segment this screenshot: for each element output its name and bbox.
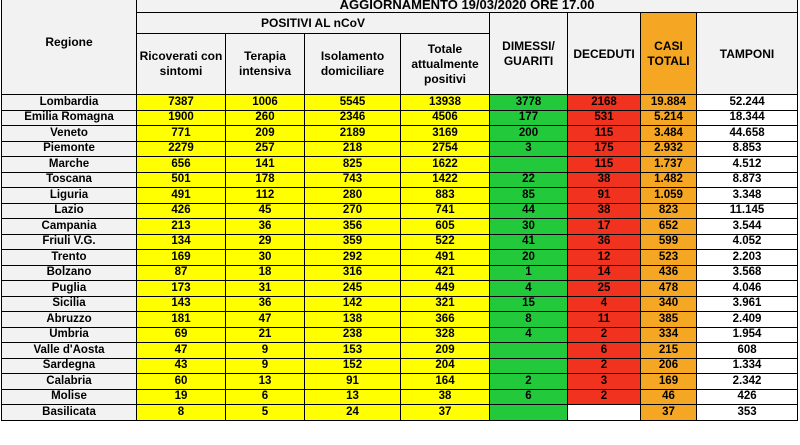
- cell-dimessi: 41: [490, 234, 568, 250]
- table-row: [2, 296, 798, 312]
- cell-deceduti: 531: [568, 110, 641, 126]
- table-row: [2, 343, 798, 359]
- table-row: [2, 312, 798, 328]
- cell-tamponi: 353: [697, 405, 798, 421]
- cell-ricoverati: 7387: [137, 95, 226, 111]
- cell-dimessi: [490, 343, 568, 359]
- cell-ricoverati: 87: [137, 265, 226, 281]
- cell-terapia: 6: [226, 389, 305, 405]
- cell-tamponi: 4.052: [697, 234, 798, 250]
- cell-regione: Marche: [2, 157, 137, 173]
- covid-table: [1, 0, 798, 421]
- cell-isolamento: 238: [305, 327, 401, 343]
- cell-dimessi: 3778: [490, 95, 568, 111]
- cell-ricoverati: 656: [137, 157, 226, 173]
- cell-isolamento: 280: [305, 188, 401, 204]
- cell-terapia: 112: [226, 188, 305, 204]
- cell-tamponi: 2.203: [697, 250, 798, 266]
- cell-totale: 1422: [401, 172, 490, 188]
- cell-terapia: 257: [226, 141, 305, 157]
- cell-ricoverati: 134: [137, 234, 226, 250]
- cell-dimessi: 8: [490, 312, 568, 328]
- cell-tamponi: 18.344: [697, 110, 798, 126]
- cell-isolamento: 316: [305, 265, 401, 281]
- cell-terapia: 30: [226, 250, 305, 266]
- table-body: [2, 95, 798, 421]
- cell-terapia: 13: [226, 374, 305, 390]
- cell-deceduti: 17: [568, 219, 641, 235]
- cell-dimessi: 30: [490, 219, 568, 235]
- table-row: [2, 110, 798, 126]
- cell-regione: Lazio: [2, 203, 137, 219]
- cell-regione: Molise: [2, 389, 137, 405]
- cell-isolamento: 142: [305, 296, 401, 312]
- cell-isolamento: 91: [305, 374, 401, 390]
- table-row: [2, 234, 798, 250]
- cell-regione: Sicilia: [2, 296, 137, 312]
- table-row: [2, 126, 798, 142]
- cell-regione: Liguria: [2, 188, 137, 204]
- cell-isolamento: 356: [305, 219, 401, 235]
- cell-ricoverati: 43: [137, 358, 226, 374]
- cell-deceduti: 4: [568, 296, 641, 312]
- cell-ricoverati: 19: [137, 389, 226, 405]
- cell-deceduti: 38: [568, 203, 641, 219]
- cell-tamponi: 608: [697, 343, 798, 359]
- table-row: [2, 250, 798, 266]
- table-row: [2, 358, 798, 374]
- cell-tamponi: 1.334: [697, 358, 798, 374]
- cell-ricoverati: 491: [137, 188, 226, 204]
- cell-tamponi: 3.544: [697, 219, 798, 235]
- header-dimessi: DIMESSI/ GUARITI: [490, 13, 568, 95]
- cell-terapia: 36: [226, 296, 305, 312]
- cell-casi-totali: 652: [641, 219, 697, 235]
- cell-terapia: 209: [226, 126, 305, 142]
- cell-regione: Campania: [2, 219, 137, 235]
- cell-totale: 4506: [401, 110, 490, 126]
- cell-dimessi: 22: [490, 172, 568, 188]
- cell-terapia: 47: [226, 312, 305, 328]
- cell-casi-totali: 1.059: [641, 188, 697, 204]
- cell-casi-totali: 385: [641, 312, 697, 328]
- table-row: [2, 389, 798, 405]
- cell-isolamento: 5545: [305, 95, 401, 111]
- cell-regione: Bolzano: [2, 265, 137, 281]
- cell-dimessi: [490, 157, 568, 173]
- cell-terapia: 9: [226, 358, 305, 374]
- header-isolamento: Isolamento domiciliare: [305, 34, 401, 95]
- cell-dimessi: [490, 405, 568, 421]
- cell-terapia: 178: [226, 172, 305, 188]
- cell-ricoverati: 181: [137, 312, 226, 328]
- cell-isolamento: 743: [305, 172, 401, 188]
- cell-deceduti: 11: [568, 312, 641, 328]
- cell-totale: 605: [401, 219, 490, 235]
- cell-deceduti: 175: [568, 141, 641, 157]
- cell-totale: 522: [401, 234, 490, 250]
- cell-deceduti: 115: [568, 126, 641, 142]
- cell-casi-totali: 19.884: [641, 95, 697, 111]
- cell-tamponi: 3.961: [697, 296, 798, 312]
- cell-deceduti: [568, 405, 641, 421]
- cell-casi-totali: 478: [641, 281, 697, 297]
- cell-totale: 421: [401, 265, 490, 281]
- cell-ricoverati: 2279: [137, 141, 226, 157]
- cell-terapia: 21: [226, 327, 305, 343]
- cell-ricoverati: 501: [137, 172, 226, 188]
- table-row: [2, 95, 798, 111]
- cell-regione: Valle d'Aosta: [2, 343, 137, 359]
- cell-isolamento: 138: [305, 312, 401, 328]
- cell-isolamento: 825: [305, 157, 401, 173]
- header-totale: Totale attualmente positivi: [401, 34, 490, 95]
- cell-isolamento: 292: [305, 250, 401, 266]
- cell-dimessi: 85: [490, 188, 568, 204]
- cell-terapia: 260: [226, 110, 305, 126]
- cell-deceduti: 91: [568, 188, 641, 204]
- cell-isolamento: 359: [305, 234, 401, 250]
- cell-deceduti: 14: [568, 265, 641, 281]
- cell-casi-totali: 436: [641, 265, 697, 281]
- cell-casi-totali: 5.214: [641, 110, 697, 126]
- cell-dimessi: 2: [490, 374, 568, 390]
- cell-ricoverati: 213: [137, 219, 226, 235]
- table-row: [2, 265, 798, 281]
- cell-deceduti: 115: [568, 157, 641, 173]
- cell-tamponi: 52.244: [697, 95, 798, 111]
- header-terapia: Terapia intensiva: [226, 34, 305, 95]
- header-deceduti: DECEDUTI: [568, 13, 641, 95]
- cell-tamponi: 8.873: [697, 172, 798, 188]
- cell-isolamento: 218: [305, 141, 401, 157]
- cell-regione: Toscana: [2, 172, 137, 188]
- cell-isolamento: 245: [305, 281, 401, 297]
- cell-totale: 37: [401, 405, 490, 421]
- cell-ricoverati: 69: [137, 327, 226, 343]
- cell-terapia: 31: [226, 281, 305, 297]
- cell-totale: 38: [401, 389, 490, 405]
- cell-isolamento: 24: [305, 405, 401, 421]
- cell-terapia: 141: [226, 157, 305, 173]
- cell-ricoverati: 143: [137, 296, 226, 312]
- cell-dimessi: [490, 358, 568, 374]
- cell-deceduti: 2168: [568, 95, 641, 111]
- cell-dimessi: 200: [490, 126, 568, 142]
- header-positivi-group: POSITIVI AL nCoV: [137, 13, 490, 34]
- cell-deceduti: 38: [568, 172, 641, 188]
- cell-casi-totali: 823: [641, 203, 697, 219]
- header-tamponi: TAMPONI: [697, 13, 798, 95]
- cell-isolamento: 2189: [305, 126, 401, 142]
- cell-regione: Trento: [2, 250, 137, 266]
- cell-isolamento: 13: [305, 389, 401, 405]
- cell-totale: 321: [401, 296, 490, 312]
- cell-casi-totali: 3.484: [641, 126, 697, 142]
- cell-casi-totali: 1.737: [641, 157, 697, 173]
- cell-tamponi: 3.348: [697, 188, 798, 204]
- cell-totale: 204: [401, 358, 490, 374]
- table-row: [2, 157, 798, 173]
- table-row: [2, 405, 798, 421]
- cell-regione: Piemonte: [2, 141, 137, 157]
- header-casi-totali: CASI TOTALI: [641, 13, 697, 95]
- cell-deceduti: 12: [568, 250, 641, 266]
- cell-tamponi: 11.145: [697, 203, 798, 219]
- cell-regione: Basilicata: [2, 405, 137, 421]
- table-row: [2, 219, 798, 235]
- cell-dimessi: 3: [490, 141, 568, 157]
- cell-ricoverati: 1900: [137, 110, 226, 126]
- cell-tamponi: 3.568: [697, 265, 798, 281]
- cell-dimessi: 44: [490, 203, 568, 219]
- table-row: [2, 281, 798, 297]
- cell-tamponi: 4.512: [697, 157, 798, 173]
- cell-casi-totali: 37: [641, 405, 697, 421]
- cell-terapia: 36: [226, 219, 305, 235]
- cell-isolamento: 270: [305, 203, 401, 219]
- cell-deceduti: 25: [568, 281, 641, 297]
- cell-ricoverati: 173: [137, 281, 226, 297]
- cell-totale: 1622: [401, 157, 490, 173]
- cell-isolamento: 2346: [305, 110, 401, 126]
- cell-casi-totali: 2.932: [641, 141, 697, 157]
- cell-ricoverati: 47: [137, 343, 226, 359]
- cell-casi-totali: 46: [641, 389, 697, 405]
- cell-totale: 449: [401, 281, 490, 297]
- table-row: [2, 327, 798, 343]
- table-row: [2, 374, 798, 390]
- cell-totale: 209: [401, 343, 490, 359]
- cell-terapia: 45: [226, 203, 305, 219]
- cell-terapia: 5: [226, 405, 305, 421]
- cell-regione: Sardegna: [2, 358, 137, 374]
- cell-ricoverati: 771: [137, 126, 226, 142]
- cell-ricoverati: 169: [137, 250, 226, 266]
- cell-tamponi: 2.409: [697, 312, 798, 328]
- cell-terapia: 18: [226, 265, 305, 281]
- cell-totale: 13938: [401, 95, 490, 111]
- cell-totale: 164: [401, 374, 490, 390]
- table-row: [2, 203, 798, 219]
- cell-deceduti: 2: [568, 358, 641, 374]
- cell-deceduti: 6: [568, 343, 641, 359]
- cell-casi-totali: 169: [641, 374, 697, 390]
- cell-deceduti: 36: [568, 234, 641, 250]
- cell-casi-totali: 215: [641, 343, 697, 359]
- cell-tamponi: 1.954: [697, 327, 798, 343]
- table-title: AGGIORNAMENTO 19/03/2020 ORE 17.00: [137, 0, 798, 13]
- table-row: [2, 172, 798, 188]
- cell-casi-totali: 1.482: [641, 172, 697, 188]
- cell-totale: 366: [401, 312, 490, 328]
- cell-totale: 3169: [401, 126, 490, 142]
- cell-dimessi: 20: [490, 250, 568, 266]
- header-ricoverati: Ricoverati con sintomi: [137, 34, 226, 95]
- cell-totale: 491: [401, 250, 490, 266]
- cell-regione: Lombardia: [2, 95, 137, 111]
- cell-casi-totali: 334: [641, 327, 697, 343]
- cell-casi-totali: 206: [641, 358, 697, 374]
- cell-dimessi: 15: [490, 296, 568, 312]
- cell-tamponi: 2.342: [697, 374, 798, 390]
- cell-terapia: 29: [226, 234, 305, 250]
- cell-casi-totali: 523: [641, 250, 697, 266]
- cell-totale: 2754: [401, 141, 490, 157]
- cell-ricoverati: 8: [137, 405, 226, 421]
- cell-totale: 328: [401, 327, 490, 343]
- cell-deceduti: 3: [568, 374, 641, 390]
- cell-totale: 883: [401, 188, 490, 204]
- cell-tamponi: 44.658: [697, 126, 798, 142]
- cell-dimessi: 4: [490, 281, 568, 297]
- cell-regione: Calabria: [2, 374, 137, 390]
- cell-dimessi: 177: [490, 110, 568, 126]
- cell-ricoverati: 60: [137, 374, 226, 390]
- cell-totale: 741: [401, 203, 490, 219]
- cell-ricoverati: 426: [137, 203, 226, 219]
- cell-casi-totali: 599: [641, 234, 697, 250]
- cell-dimessi: 4: [490, 327, 568, 343]
- cell-tamponi: 8.853: [697, 141, 798, 157]
- cell-terapia: 1006: [226, 95, 305, 111]
- cell-terapia: 9: [226, 343, 305, 359]
- cell-regione: Umbria: [2, 327, 137, 343]
- cell-isolamento: 153: [305, 343, 401, 359]
- cell-isolamento: 152: [305, 358, 401, 374]
- cell-deceduti: 2: [568, 327, 641, 343]
- cell-deceduti: 2: [568, 389, 641, 405]
- cell-regione: Abruzzo: [2, 312, 137, 328]
- header-regione: Regione: [2, 0, 137, 95]
- table-row: [2, 188, 798, 204]
- cell-regione: Puglia: [2, 281, 137, 297]
- cell-tamponi: 4.046: [697, 281, 798, 297]
- cell-tamponi: 426: [697, 389, 798, 405]
- cell-regione: Emilia Romagna: [2, 110, 137, 126]
- cell-dimessi: 1: [490, 265, 568, 281]
- cell-dimessi: 6: [490, 389, 568, 405]
- table-row: [2, 141, 798, 157]
- cell-casi-totali: 340: [641, 296, 697, 312]
- cell-regione: Veneto: [2, 126, 137, 142]
- cell-regione: Friuli V.G.: [2, 234, 137, 250]
